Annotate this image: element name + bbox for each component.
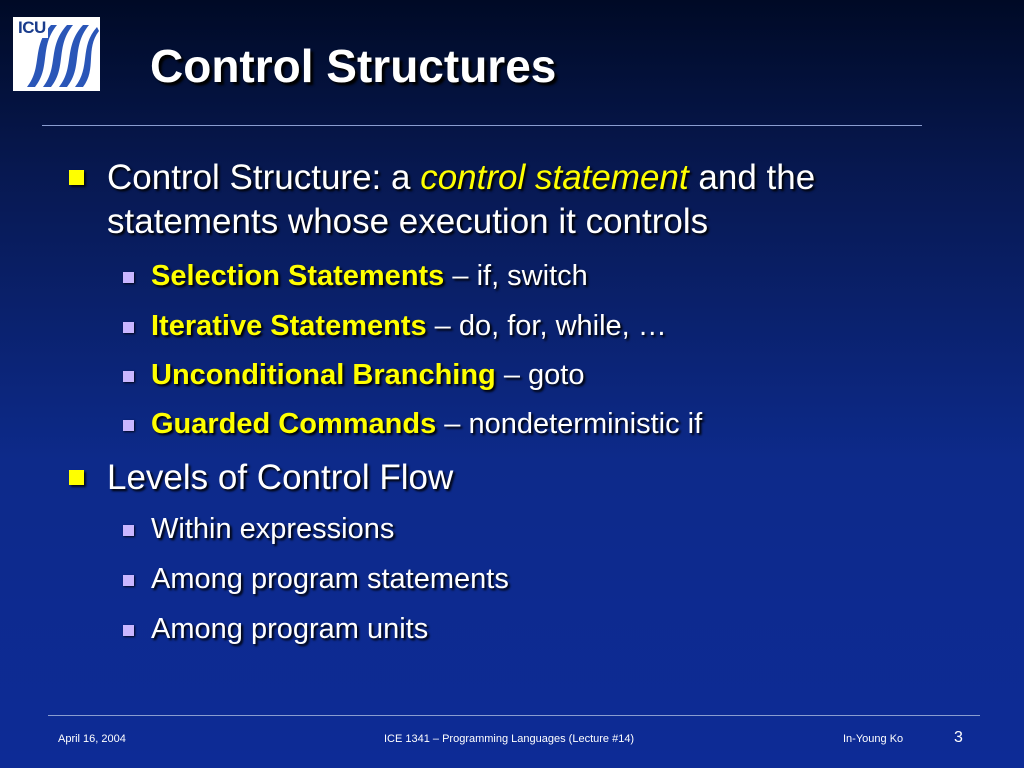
footer-divider — [48, 715, 980, 716]
square-bullet-icon — [123, 322, 134, 333]
logo-text: ICU — [18, 18, 46, 37]
bullet-control-structure — [107, 156, 927, 244]
sub-bullet-guarded — [151, 406, 951, 442]
sub-bullet-text: Among program statements — [151, 563, 509, 595]
sub-bullet-desc: – goto — [495, 359, 585, 391]
sub-bullet-program-units — [151, 611, 951, 647]
square-bullet-icon — [123, 371, 134, 382]
square-bullet-icon — [123, 575, 134, 586]
sub-bullet-iterative — [151, 308, 951, 344]
square-bullet-icon — [123, 625, 134, 636]
sub-bullet-term: Unconditional Branching — [151, 359, 496, 391]
sub-bullet-text: Within expressions — [151, 513, 395, 545]
icu-logo — [13, 17, 100, 91]
sub-bullet-desc: – nondeterministic if — [436, 408, 703, 440]
title-divider — [42, 125, 922, 126]
sub-bullet-desc: – if, switch — [444, 260, 588, 292]
sub-bullet-text: Among program units — [151, 613, 429, 645]
yellow-square-bullet-icon — [69, 170, 84, 185]
sub-bullet-term: Selection Statements — [151, 260, 445, 292]
sub-bullet-desc: – do, for, while, … — [426, 310, 667, 342]
sub-bullet-term: Guarded Commands — [151, 408, 437, 440]
footer-author: In-Young Ko — [843, 733, 904, 745]
bullet-text: Levels of Control Flow — [107, 458, 454, 497]
page-number: 3 — [954, 729, 963, 746]
sub-bullet-selection — [151, 258, 951, 294]
sub-bullet-term: Iterative Statements — [151, 310, 427, 342]
slide-title: Control Structures — [150, 40, 557, 92]
bullet-levels-of-control-flow — [107, 456, 927, 500]
square-bullet-icon — [123, 420, 134, 431]
yellow-square-bullet-icon — [69, 470, 84, 485]
square-bullet-icon — [123, 525, 134, 536]
sub-bullet-unconditional — [151, 357, 951, 393]
bullet-suffix: and the statements whose execution it controls — [107, 158, 816, 241]
footer-course: ICE 1341 – Programming Languages (Lecture #14) — [384, 733, 635, 745]
sub-bullet-within-expressions — [151, 511, 951, 547]
footer-date: April 16, 2004 — [58, 733, 126, 745]
sub-bullet-program-statements — [151, 561, 951, 597]
bullet-emphasis: control statement — [420, 158, 689, 197]
bullet-prefix: Control Structure: a — [107, 158, 421, 197]
square-bullet-icon — [123, 272, 134, 283]
